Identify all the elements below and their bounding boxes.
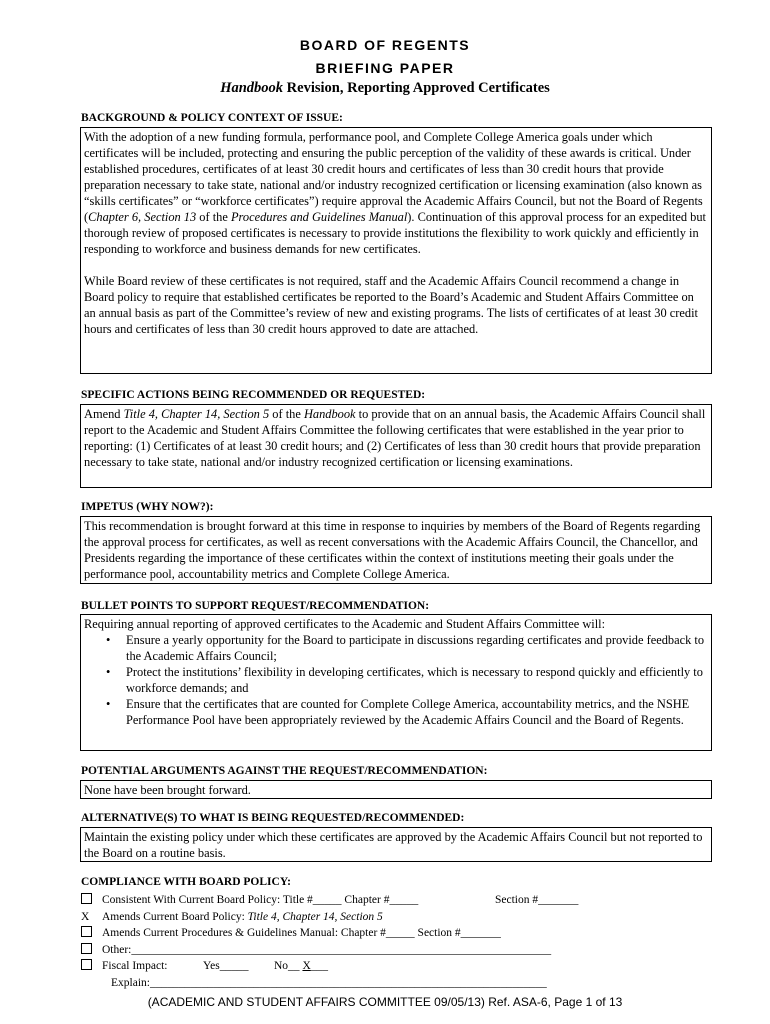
handbook-word: Handbook <box>220 80 284 96</box>
explain-text: Explain:_____________________________________________________________________ <box>111 976 547 989</box>
bullets-label: BULLET POINTS TO SUPPORT REQUEST/RECOMMENDATION: <box>81 600 430 612</box>
actions-label: SPECIFIC ACTIONS BEING RECOMMENDED OR REQUESTED: <box>81 389 426 401</box>
impetus-label: IMPETUS (WHY NOW?): <box>81 501 214 513</box>
compliance-row-consistent <box>81 892 721 909</box>
alternatives-box <box>80 827 712 862</box>
impetus-box <box>80 516 712 584</box>
act-c: to provide that on an annual basis, the Academic Affairs Council shall report to the Academic and Student Affairs Committee the following certificates that were established in the year prior to reporting: (1) Certificates of at least 30 credit hours; and (2) Certificates of less than 30 credit hours that provide preparation necessary to take state, national and/or industry recognized certification or licensing examinations. <box>84 407 706 469</box>
act-handbook: Handbook <box>303 407 356 421</box>
background-label: BACKGROUND & POLICY CONTEXT OF ISSUE: <box>81 112 343 124</box>
checkbox-fiscal[interactable] <box>81 959 92 970</box>
heading-rest: Revision, Reporting Approved Certificates <box>283 80 550 96</box>
consistent-section: Section #_______ <box>495 894 579 906</box>
document-title: BOARD OF REGENTS <box>299 37 471 53</box>
background-paragraph-2: While Board review of these certificates is not required, staff and the Academic Affairs Council recommend a change in Board policy to require that established certificates be reported to the Board’s Academic and Student Affairs Committee on an annual basis as part of the Committee’s review of new and existing programs. The lists of certificates of at least 30 credit hours and certificates of less than 30 credit hours approved to date are attached. <box>84 274 698 336</box>
bullet-item: • Ensure a yearly opportunity for the Board to participate in discussions regarding certificates and provide feedback to the Academic Affairs Council; <box>84 632 708 664</box>
bullets-intro: Requiring annual reporting of approved certificates to the Academic and Student Affairs Committee will: <box>84 617 606 631</box>
compliance-row-explain <box>81 975 721 992</box>
amends-policy-ref: Title 4, Chapter 14, Section 5 <box>247 910 383 923</box>
bullets-box <box>80 614 712 751</box>
document-heading <box>0 80 770 97</box>
actions-text <box>84 406 708 470</box>
bg-p1-b: of the <box>196 210 231 224</box>
document-subtitle: BRIEFING PAPER <box>315 60 455 76</box>
compliance-row-other <box>81 942 721 959</box>
bg-p1-manual: Procedures and Guidelines Manual <box>230 210 408 224</box>
bullet-list <box>84 632 708 728</box>
compliance-row-amends-policy <box>81 909 721 926</box>
compliance-row-fiscal <box>81 958 721 975</box>
act-a: Amend <box>84 407 124 421</box>
other-text: Other:_________________________________________________________________________ <box>102 943 552 956</box>
act-ref: Title 4, Chapter 14, Section 5 <box>123 407 270 421</box>
background-paragraph-1 <box>84 129 708 257</box>
fiscal-yes: Yes_____ <box>203 960 249 972</box>
checkbox-amends-manual[interactable] <box>81 926 92 937</box>
background-box <box>80 127 712 374</box>
page-footer: (ACADEMIC AND STUDENT AFFAIRS COMMITTEE 09/05/13) Ref. ASA-6, Page 1 of 13 <box>147 995 623 1009</box>
amends-manual-text: Amends Current Procedures & Guidelines Manual: Chapter #_____ Section #_______ <box>102 927 501 939</box>
arguments-label: POTENTIAL ARGUMENTS AGAINST THE REQUEST/RECOMMENDATION: <box>81 765 488 777</box>
compliance-row-amends-manual <box>81 925 721 942</box>
compliance-list <box>81 892 721 991</box>
arguments-text: None have been brought forward. <box>84 783 251 797</box>
bg-p1-ref: Chapter 6, Section 13 <box>88 210 197 224</box>
fiscal-no: No__ <box>274 960 303 972</box>
impetus-text: This recommendation is brought forward at this time in response to inquiries by members of the Board of Regents regarding the approval process for certificates, as well as recent conversations with the Academic Affairs Council, the Chancellor, and Presidents regarding the importance of these certificates within the context of institutions meeting their goals under the performance pool, accountability metrics and Complete College America. <box>84 519 701 581</box>
checkbox-other[interactable] <box>81 943 92 954</box>
bg-p1-c: ). Continuation of this approval process for an expedited but thorough review of proposed certificates is necessary to provide institutions the flexibility to work quickly and efficiently in responding to workforce and business demands for new certificates. <box>84 210 706 256</box>
arguments-box <box>80 780 712 799</box>
fiscal-label: Fiscal Impact: <box>102 960 168 972</box>
alternatives-label: ALTERNATIVE(S) TO WHAT IS BEING REQUESTED/RECOMMENDED: <box>81 812 465 824</box>
act-b: of the <box>269 407 304 421</box>
amends-policy-text: Amends Current Board Policy: <box>102 910 248 923</box>
bullet-item: • Ensure that the certificates that are counted for Complete College America, accountability metrics, and the NSHE Performance Pool have been appropriately reviewed by the Academic Affairs Council and the Board of Regents. <box>84 696 708 728</box>
consistent-text: Consistent With Current Board Policy: Title #_____ Chapter #_____ <box>102 894 419 906</box>
bullet-item: • Protect the institutions’ flexibility in developing certificates, which is necessary to respond quickly and efficiently to workforce demands; and <box>84 664 708 696</box>
checkbox-consistent[interactable] <box>81 893 92 904</box>
x-mark[interactable]: X <box>81 910 90 923</box>
bg-p1-a: With the adoption of a new funding formula, performance pool, and Complete College America goals under which certificates will be included, protecting and ensuring the public perception of the validity of these awards is critical. Under established procedures, certificates of at least 30 credit hours and certificates of less than 30 credit hours that provide preparation necessary to take state, national and/or industry recognized certification or licensing examination (also known as “skills certificates” or “workforce certificates”) require approval the Academic Affairs Council, but not the Board of Regents ( <box>84 130 703 224</box>
fiscal-no-end: ___ <box>310 960 328 972</box>
alternatives-text: Maintain the existing policy under which these certificates are approved by the Academic Affairs Council but not reported to the Board on a routine basis. <box>84 830 703 860</box>
compliance-label: COMPLIANCE WITH BOARD POLICY: <box>81 876 291 888</box>
fiscal-no-x: X <box>302 960 311 972</box>
actions-box <box>80 404 712 488</box>
